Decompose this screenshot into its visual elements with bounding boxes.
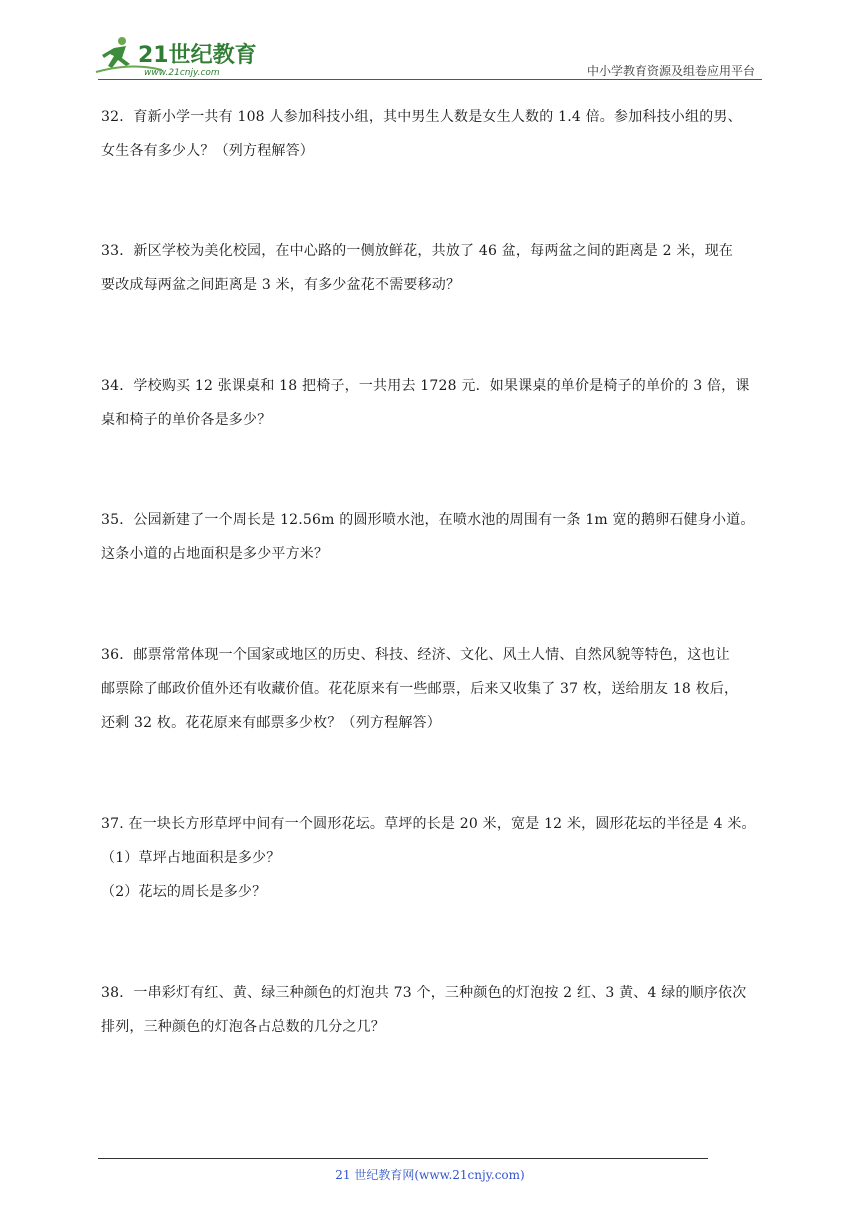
question-line: 这条小道的占地面积是多少平方米？	[101, 546, 329, 562]
question-line: 桌和椅子的单价各是多少？	[101, 412, 272, 428]
question-line: 38．一串彩灯有红、黄、绿三种颜色的灯泡共 73 个，三种颜色的灯泡按 2 红、3 黄、4 绿的顺序依次	[101, 985, 747, 1001]
question-36	[101, 638, 761, 740]
question-34	[101, 369, 761, 437]
question-line: 36．邮票常常体现一个国家或地区的历史、科技、经济、文化、风土人情、自然风貌等特色，这也让	[101, 647, 730, 663]
logo-21cnjy	[92, 32, 262, 82]
question-35	[101, 503, 761, 571]
svg-text:www.21cnjy.com: www.21cnjy.com	[144, 68, 220, 78]
question-line: 要改成每两盆之间距离是 3 米，有多少盆花不需要移动？	[101, 277, 461, 293]
footer-divider	[98, 1158, 708, 1159]
question-line: 34．学校购买 12 张课桌和 18 把椅子，一共用去 1728 元．如果课桌的单价是椅子的单价的 3 倍，课	[101, 378, 750, 394]
question-line: 35．公园新建了一个周长是 12.56m 的圆形喷水池，在喷水池的周围有一条 1m 宽的鹅卵石健身小道。	[101, 512, 755, 528]
question-line: 邮票除了邮政价值外还有收藏价值。花花原来有一些邮票，后来又收集了 37 枚，送给朋友 18 枚后，	[101, 681, 739, 697]
question-line: 还剩 32 枚。花花原来有邮票多少枚？（列方程解答）	[101, 715, 441, 731]
question-line: 37. 在一块长方形草坪中间有一个圆形花坛。草坪的长是 20 米，宽是 12 米，圆形花坛的半径是 4 米。	[101, 816, 756, 832]
question-line: 33．新区学校为美化校园，在中心路的一侧放鲜花，共放了 46 盆，每两盆之间的距离是 2 米，现在	[101, 243, 734, 259]
svg-text:21世纪教育: 21世纪教育	[138, 43, 257, 68]
question-32	[101, 100, 761, 168]
question-38	[101, 976, 761, 1044]
question-line: 32．育新小学一共有 108 人参加科技小组，其中男生人数是女生人数的 1.4 倍。参加科技小组的男、	[101, 109, 742, 125]
question-37	[101, 807, 761, 909]
question-line: （1）草坪占地面积是多少？	[101, 850, 281, 866]
question-line: 女生各有多少人？（列方程解答）	[101, 143, 314, 159]
header-divider	[98, 79, 762, 80]
question-33	[101, 234, 761, 302]
page-header	[0, 0, 860, 90]
question-line: （2）花坛的周长是多少？	[101, 884, 267, 900]
footer-link[interactable]: 21 世纪教育网(www.21cnjy.com)	[335, 1168, 525, 1182]
platform-name: 中小学教育资源及组卷应用平台	[586, 64, 755, 78]
question-line: 排列，三种颜色的灯泡各占总数的几分之几？	[101, 1019, 385, 1035]
